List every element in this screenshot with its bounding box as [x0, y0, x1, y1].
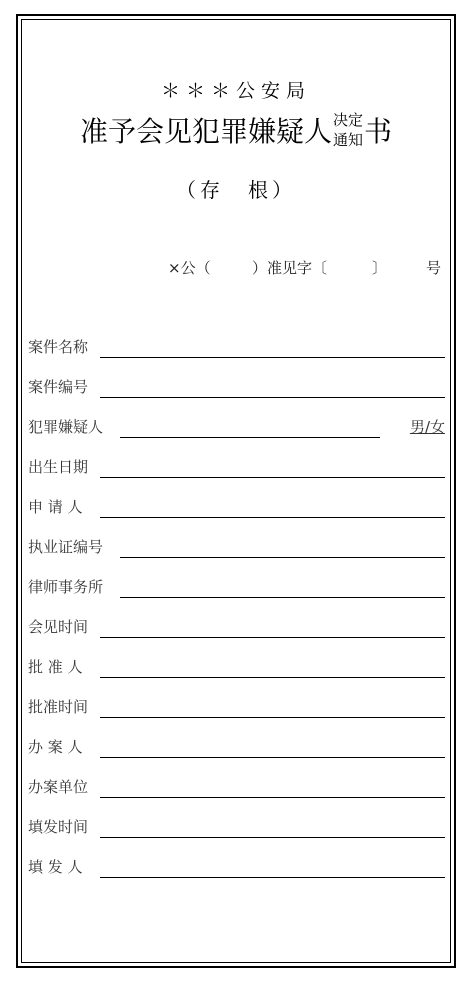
- field-label: 填 发 人: [28, 858, 83, 876]
- fill-line[interactable]: [100, 517, 445, 518]
- field-case-name: [28, 332, 445, 358]
- fill-line[interactable]: [100, 677, 445, 678]
- field-label: 犯罪嫌疑人: [28, 418, 104, 436]
- fill-line[interactable]: [100, 797, 445, 798]
- field-case-handler: [28, 732, 445, 758]
- field-approver: [28, 652, 445, 678]
- fill-line[interactable]: [120, 437, 380, 438]
- fill-line[interactable]: [100, 357, 445, 358]
- fill-line[interactable]: [100, 637, 445, 638]
- doc-number-close: 〕: [372, 259, 388, 277]
- field-label: 案件编号: [28, 378, 89, 396]
- title-options: [333, 110, 363, 150]
- fill-line[interactable]: [120, 557, 445, 558]
- field-suspect: [28, 412, 445, 438]
- field-label: 办 案 人: [28, 738, 83, 756]
- field-label: 批准时间: [28, 698, 89, 716]
- fill-line[interactable]: [100, 837, 445, 838]
- doc-number-middle: ）准见字〔: [252, 259, 328, 277]
- field-approval-time: [28, 692, 445, 718]
- fill-line[interactable]: [100, 877, 445, 878]
- field-label: 执业证编号: [28, 538, 104, 556]
- field-handling-unit: [28, 772, 445, 798]
- doc-number-prefix: ×公（: [168, 259, 211, 277]
- stub-label: （存 根）: [176, 178, 296, 202]
- document-title: [0, 110, 472, 150]
- field-label: 出生日期: [28, 458, 89, 476]
- field-label: 律师事务所: [28, 578, 104, 596]
- fill-line[interactable]: [100, 757, 445, 758]
- field-applicant: [28, 492, 445, 518]
- field-label: 会见时间: [28, 618, 89, 636]
- title-main: 准予会见犯罪嫌疑人: [79, 115, 332, 148]
- field-issuer: [28, 852, 445, 878]
- title-option-decision: 决定: [332, 111, 363, 129]
- field-issue-time: [28, 812, 445, 838]
- fill-line[interactable]: [100, 717, 445, 718]
- fill-line[interactable]: [100, 477, 445, 478]
- title-option-notice: 通知: [332, 131, 363, 149]
- field-label: 案件名称: [28, 338, 89, 356]
- field-license-number: [28, 532, 445, 558]
- field-case-number: [28, 372, 445, 398]
- field-label: 批 准 人: [28, 658, 83, 676]
- fill-line[interactable]: [100, 397, 445, 398]
- field-label: 办案单位: [28, 778, 89, 796]
- field-label: 申 请 人: [28, 498, 83, 516]
- fill-line[interactable]: [120, 597, 445, 598]
- field-label: 填发时间: [28, 818, 89, 836]
- field-meeting-time: [28, 612, 445, 638]
- field-law-firm: [28, 572, 445, 598]
- agency-name: ＊＊＊公安局: [160, 80, 311, 102]
- sex-option[interactable]: 男/女: [409, 418, 445, 436]
- field-birth-date: [28, 452, 445, 478]
- doc-number-suffix: 号: [426, 259, 442, 277]
- title-suffix: 书: [364, 115, 393, 148]
